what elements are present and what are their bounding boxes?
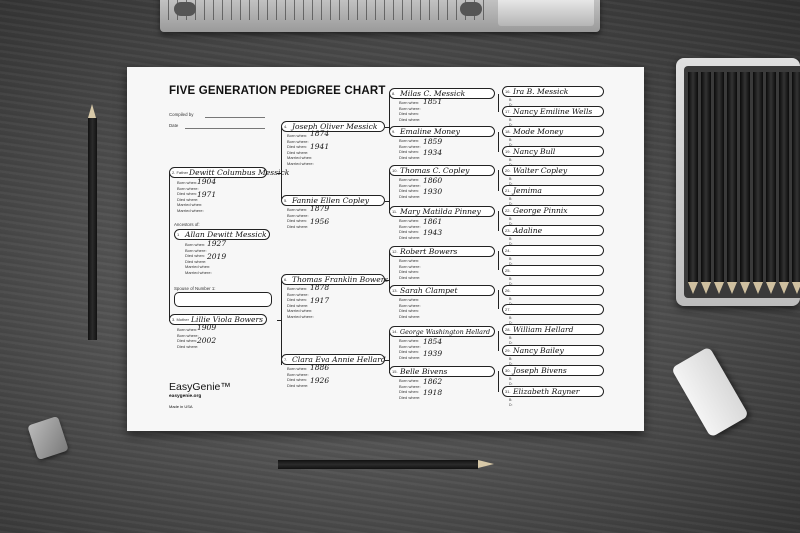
field-born-where: Born where:	[399, 182, 421, 188]
field-born-where: Born where:	[399, 105, 421, 111]
field-died-where: Died where:	[399, 394, 421, 400]
person-fields-12	[399, 258, 421, 280]
field-died-where: Died where:	[287, 302, 309, 308]
field-died: D:	[509, 340, 513, 345]
bracket-line-3	[281, 280, 282, 365]
field-died: D:	[509, 181, 513, 186]
person-box-10[interactable]	[389, 165, 495, 176]
field-died-when: Died when:	[287, 297, 308, 302]
bracket-line-8	[498, 94, 499, 112]
field-died-when: Died when:	[399, 149, 420, 154]
person-name: Joseph Bivens	[513, 366, 567, 375]
person-box-21[interactable]	[502, 185, 604, 196]
field-born: B:	[509, 277, 513, 281]
died-year: 1926	[310, 376, 330, 385]
field-married-when: Married when:	[287, 308, 313, 313]
person-name: George Pinnix	[513, 206, 568, 215]
field-married-when: Married when:	[177, 202, 203, 207]
field-died-when: Died when:	[399, 349, 420, 354]
person-number: 22.	[505, 208, 511, 213]
field-born-when: Born when:	[287, 133, 308, 138]
tin-pencil	[714, 72, 724, 282]
bracket-line-12	[498, 251, 499, 270]
person-box-24[interactable]	[502, 245, 604, 256]
died-year: 2002	[197, 336, 217, 345]
person-number: 10.	[392, 168, 398, 173]
person-number: 20.	[505, 168, 511, 173]
field-died: D:	[509, 122, 513, 127]
person-name: Ira B. Messick	[513, 87, 569, 96]
tin-pencil	[753, 72, 763, 282]
died-year: 1943	[423, 228, 443, 237]
person-fields-14	[399, 338, 421, 360]
field-died-when: Died when:	[399, 308, 420, 313]
field-born: B:	[509, 177, 513, 181]
field-born: B:	[509, 217, 513, 221]
field-died: D:	[509, 142, 513, 147]
field-born-when: Born when:	[287, 207, 308, 212]
field-died-when: Died when:	[399, 229, 420, 234]
field-died-when: Died when:	[399, 389, 420, 394]
tin-pencil	[701, 72, 711, 282]
person-number: 11.	[392, 209, 398, 214]
person-number: 28.	[505, 327, 511, 332]
person-name: Walter Copley	[513, 166, 568, 175]
field-died-where: Died where:	[399, 116, 421, 122]
person-number: 6.	[284, 277, 288, 282]
person-box-30[interactable]	[502, 365, 604, 376]
field-born-when: Born when:	[399, 338, 420, 343]
person-number: 5.	[284, 198, 288, 203]
bracket-line	[385, 127, 389, 128]
person-name: Nancy Bailey	[513, 346, 564, 355]
field-died: D:	[509, 261, 513, 266]
field-born-where: Born where:	[185, 247, 207, 253]
born-year: 1860	[423, 176, 443, 185]
person-box-19[interactable]	[502, 146, 604, 157]
person-fields-13	[399, 297, 421, 319]
person-number: 26.	[505, 288, 511, 293]
person-name: Robert Bowers	[400, 247, 458, 256]
field-died-where: Died where:	[399, 193, 421, 199]
field-born: B:	[509, 297, 513, 301]
bracket-line-11	[498, 211, 499, 231]
person-name: Milas C. Messick	[400, 89, 466, 98]
born-year: 1879	[310, 204, 330, 213]
field-died-where: Died where:	[399, 354, 421, 360]
person-number: 1	[177, 232, 180, 237]
person-number: 24.	[505, 248, 511, 253]
born-year: 1859	[423, 137, 443, 146]
field-married-where: Married where:	[177, 207, 204, 213]
field-born-where: Born where:	[287, 291, 309, 297]
field-died: D:	[509, 241, 513, 246]
tin-pencil	[766, 72, 776, 282]
field-born: B:	[509, 118, 513, 122]
died-year: 2019	[207, 252, 227, 261]
died-year: 1934	[423, 148, 443, 157]
person-number: 17.	[505, 109, 511, 114]
field-died-when: Died when:	[177, 338, 198, 343]
person-fields-15	[399, 378, 421, 400]
field-born: B:	[509, 158, 513, 162]
person-number: 2. Father	[172, 170, 189, 175]
field-died-when: Died when:	[177, 191, 198, 196]
bracket-line-13	[498, 290, 499, 309]
field-born-where: Born where:	[177, 332, 199, 338]
field-born-when: Born when:	[177, 327, 198, 332]
bracket-line-10	[498, 170, 499, 191]
pencil-tip	[478, 460, 494, 468]
tin-pencil	[792, 72, 800, 282]
person-box-23[interactable]	[502, 225, 604, 236]
person-fields-3	[177, 327, 199, 349]
field-born: B:	[509, 316, 513, 320]
person-fields-11	[399, 218, 421, 240]
born-year: 1851	[423, 97, 443, 106]
person-number: 18.	[505, 129, 511, 134]
born-year: 1927	[207, 239, 227, 248]
field-born-where: Born where:	[399, 383, 421, 389]
person-number: 7.	[284, 357, 288, 362]
died-year: 1918	[423, 388, 443, 397]
person-name: Emaline Money	[400, 127, 460, 136]
died-year: 1941	[310, 142, 330, 151]
person-box-4[interactable]	[281, 121, 385, 132]
person-box-3[interactable]	[169, 314, 267, 325]
field-married-when: Married when:	[287, 155, 313, 160]
person-fields-9	[399, 138, 421, 160]
born-year: 1904	[197, 177, 217, 186]
compiled-by-label: Compiled by	[169, 112, 194, 117]
died-year: 1930	[423, 187, 443, 196]
bracket-line-1	[169, 173, 170, 320]
pencil-tin-inner	[684, 66, 800, 298]
field-born: B:	[509, 257, 513, 261]
person-box-20[interactable]	[502, 165, 604, 176]
person-name: Dewitt Columbus Messick	[189, 168, 290, 177]
ruler-hole	[460, 2, 482, 16]
field-died-when: Died when:	[399, 188, 420, 193]
person-name: Sarah Clampet	[400, 286, 458, 295]
field-died-when: Died when:	[287, 144, 308, 149]
field-born-when: Born when:	[399, 100, 420, 105]
person-number: 19.	[505, 149, 511, 154]
field-died-where: Died where:	[287, 382, 309, 388]
field-died-where: Died where:	[185, 258, 207, 264]
chart-title: FIVE GENERATION PEDIGREE CHART	[169, 85, 386, 97]
person-number: 23.	[505, 228, 511, 233]
bracket-line-14	[498, 331, 499, 351]
field-died-when: Died when:	[399, 111, 420, 116]
field-born-when: Born when:	[287, 286, 308, 291]
person-number: 27.	[505, 307, 511, 312]
person-box-25[interactable]	[502, 265, 604, 276]
born-year: 1862	[423, 377, 443, 386]
pencil-sharpener	[27, 416, 69, 460]
person-box-29[interactable]	[502, 345, 604, 356]
born-year: 1886	[310, 363, 330, 372]
field-born: B:	[509, 357, 513, 361]
person-number: 30.	[505, 368, 511, 373]
born-year: 1854	[423, 337, 443, 346]
person-number: 8.	[392, 91, 396, 96]
person-number: 25.	[505, 268, 511, 273]
ruler-blade	[498, 0, 594, 26]
field-born-when: Born when:	[177, 180, 198, 185]
tin-pencil	[688, 72, 698, 282]
person-box-16[interactable]	[502, 86, 604, 97]
tin-pencil	[779, 72, 789, 282]
person-number: 9.	[392, 129, 396, 134]
date-label: Date	[169, 123, 179, 128]
person-name: Nancy Emiline Wells	[513, 107, 593, 116]
person-number: 29.	[505, 348, 511, 353]
eraser	[671, 346, 749, 437]
person-box-9[interactable]	[389, 126, 495, 137]
field-born-when: Born when:	[399, 138, 420, 143]
person-number: 31.	[505, 389, 511, 394]
field-born: B:	[509, 237, 513, 241]
person-number: 12.	[392, 249, 398, 254]
bracket-line-4	[389, 94, 390, 132]
bracket-line	[385, 201, 389, 202]
field-born-where: Born where:	[399, 263, 421, 269]
person-number: 14.	[392, 329, 398, 334]
ancestors-label: Ancestors of:	[174, 222, 200, 227]
person-name: George Washington Hellard	[400, 328, 491, 336]
person-box-31[interactable]	[502, 386, 604, 397]
field-born: B:	[509, 197, 513, 201]
date-line	[185, 128, 265, 129]
made-in-label: Made in USA	[169, 404, 193, 409]
field-died: D:	[509, 320, 513, 325]
person-box-14[interactable]	[389, 326, 495, 337]
person-name: Belle Bivens	[400, 367, 448, 376]
field-died-where: Died where:	[399, 313, 421, 319]
field-born-where: Born where:	[287, 138, 309, 144]
field-died: D:	[509, 381, 513, 386]
person-box-12[interactable]	[389, 246, 495, 257]
person-number: 4.	[284, 124, 288, 129]
pencil-tin	[676, 58, 800, 306]
person-fields-5	[287, 207, 309, 229]
bracket-line-6	[389, 251, 390, 290]
field-born: B:	[509, 336, 513, 340]
field-died-where: Died where:	[177, 343, 199, 349]
born-year: 1909	[197, 323, 217, 332]
person-box-2[interactable]	[169, 167, 290, 178]
ruler-ticks	[168, 0, 490, 20]
died-year: 1956	[310, 217, 330, 226]
person-name: Jemima	[513, 186, 542, 195]
field-born-when: Born when:	[185, 242, 206, 247]
person-box-26[interactable]	[502, 285, 604, 296]
bracket-line-15	[498, 371, 499, 392]
died-year: 1939	[423, 349, 443, 358]
pencil-tip	[88, 104, 96, 118]
person-box-5[interactable]	[281, 195, 385, 206]
person-box-18[interactable]	[502, 126, 604, 137]
field-born-where: Born where:	[287, 212, 309, 218]
person-number: 21.	[505, 188, 511, 193]
field-married-where: Married where:	[287, 313, 314, 319]
person-box-7[interactable]	[281, 354, 385, 365]
person-fields-8	[399, 100, 421, 122]
field-born-where: Born where:	[287, 371, 309, 377]
field-born-where: Born where:	[399, 223, 421, 229]
person-fields-7	[287, 366, 309, 388]
field-died-when: Died when:	[185, 253, 206, 258]
field-born-when: Born when:	[399, 258, 420, 263]
person-box-27[interactable]	[502, 304, 604, 315]
person-number: 13.	[392, 288, 398, 293]
field-died-where: Died where:	[287, 149, 309, 155]
field-died: D:	[509, 102, 513, 107]
person-box-17[interactable]	[502, 106, 604, 117]
person-name: Joseph Oliver Messick	[292, 122, 378, 131]
ruler-hole	[174, 2, 196, 16]
pencil-bottom	[278, 460, 478, 469]
person-box-11[interactable]	[389, 206, 495, 217]
person-name: Fannie Ellen Copley	[292, 196, 370, 205]
person-name: Nancy Bull	[513, 147, 556, 156]
field-died-where: Died where:	[287, 223, 309, 229]
pencil-left	[88, 118, 97, 340]
tin-pencil	[727, 72, 737, 282]
field-born: B:	[509, 398, 513, 402]
field-died-when: Died when:	[399, 269, 420, 274]
person-number: 16.	[505, 89, 511, 94]
born-year: 1874	[310, 129, 330, 138]
field-died-when: Died when:	[287, 377, 308, 382]
person-box-22[interactable]	[502, 205, 604, 216]
field-born-where: Born where:	[399, 143, 421, 149]
person-fields-31	[509, 398, 513, 407]
person-number: 3. Mother	[172, 317, 189, 322]
field-born-when: Born when:	[399, 297, 420, 302]
field-died: D:	[509, 221, 513, 226]
person-box-13[interactable]	[389, 285, 495, 296]
person-name: William Hellard	[513, 325, 574, 334]
field-born-when: Born when:	[399, 177, 420, 182]
field-born: B:	[509, 138, 513, 142]
bracket-line-9	[498, 132, 499, 152]
person-name: Clara Eva Annie Hellard	[292, 355, 386, 364]
field-died-where: Died where:	[399, 274, 421, 280]
person-fields-30	[509, 377, 513, 386]
died-year: 1971	[197, 190, 217, 199]
spouse-box	[174, 292, 272, 307]
metal-ruler	[160, 0, 600, 32]
person-fields-10	[399, 177, 421, 199]
field-died: D:	[509, 281, 513, 286]
person-fields-28	[509, 336, 513, 345]
field-died: D:	[509, 361, 513, 366]
field-born: B:	[509, 377, 513, 381]
field-born-where: Born where:	[177, 185, 199, 191]
spouse-label: Spouse of Number 1:	[174, 286, 216, 291]
person-box-28[interactable]	[502, 324, 604, 335]
person-name: Thomas Franklin Bowers	[292, 275, 389, 284]
born-year: 1878	[310, 283, 330, 292]
field-born-where: Born where:	[399, 302, 421, 308]
pedigree-chart-sheet	[127, 67, 644, 431]
person-number: 15.	[392, 369, 398, 374]
person-name: Allan Dewitt Messick	[185, 230, 267, 239]
tin-pencil	[740, 72, 750, 282]
field-married-where: Married where:	[185, 269, 212, 275]
field-born-when: Born when:	[287, 366, 308, 371]
field-died-where: Died where:	[399, 234, 421, 240]
person-name: Mary Matilda Pinney	[400, 207, 481, 216]
field-born-when: Born when:	[399, 378, 420, 383]
died-year: 1917	[310, 296, 330, 305]
bracket-line	[277, 320, 281, 321]
compiled-by-line	[205, 117, 265, 118]
field-died-where: Died where:	[399, 154, 421, 160]
person-name: Mode Money	[513, 127, 564, 136]
field-married-when: Married when:	[185, 264, 211, 269]
brand-url: easygenie.org	[169, 394, 202, 399]
field-born-when: Born when:	[399, 218, 420, 223]
field-died-when: Died when:	[287, 218, 308, 223]
person-name: Lillie Viola Bowers	[191, 315, 264, 324]
person-box-6[interactable]	[281, 274, 389, 285]
field-died-where: Died where:	[177, 196, 199, 202]
person-name: Adaline	[513, 226, 543, 235]
field-married-where: Married where:	[287, 160, 314, 166]
field-died: D:	[509, 201, 513, 206]
bracket-line-2	[281, 127, 282, 201]
brand-name: EasyGenie™	[169, 381, 231, 393]
field-died: D:	[509, 402, 513, 407]
person-box-15[interactable]	[389, 366, 495, 377]
born-year: 1861	[423, 217, 443, 226]
field-born-where: Born where:	[399, 343, 421, 349]
person-name: Thomas C. Copley	[400, 166, 470, 175]
person-name: Elizabeth Rayner	[513, 387, 580, 396]
field-born: B:	[509, 98, 513, 102]
